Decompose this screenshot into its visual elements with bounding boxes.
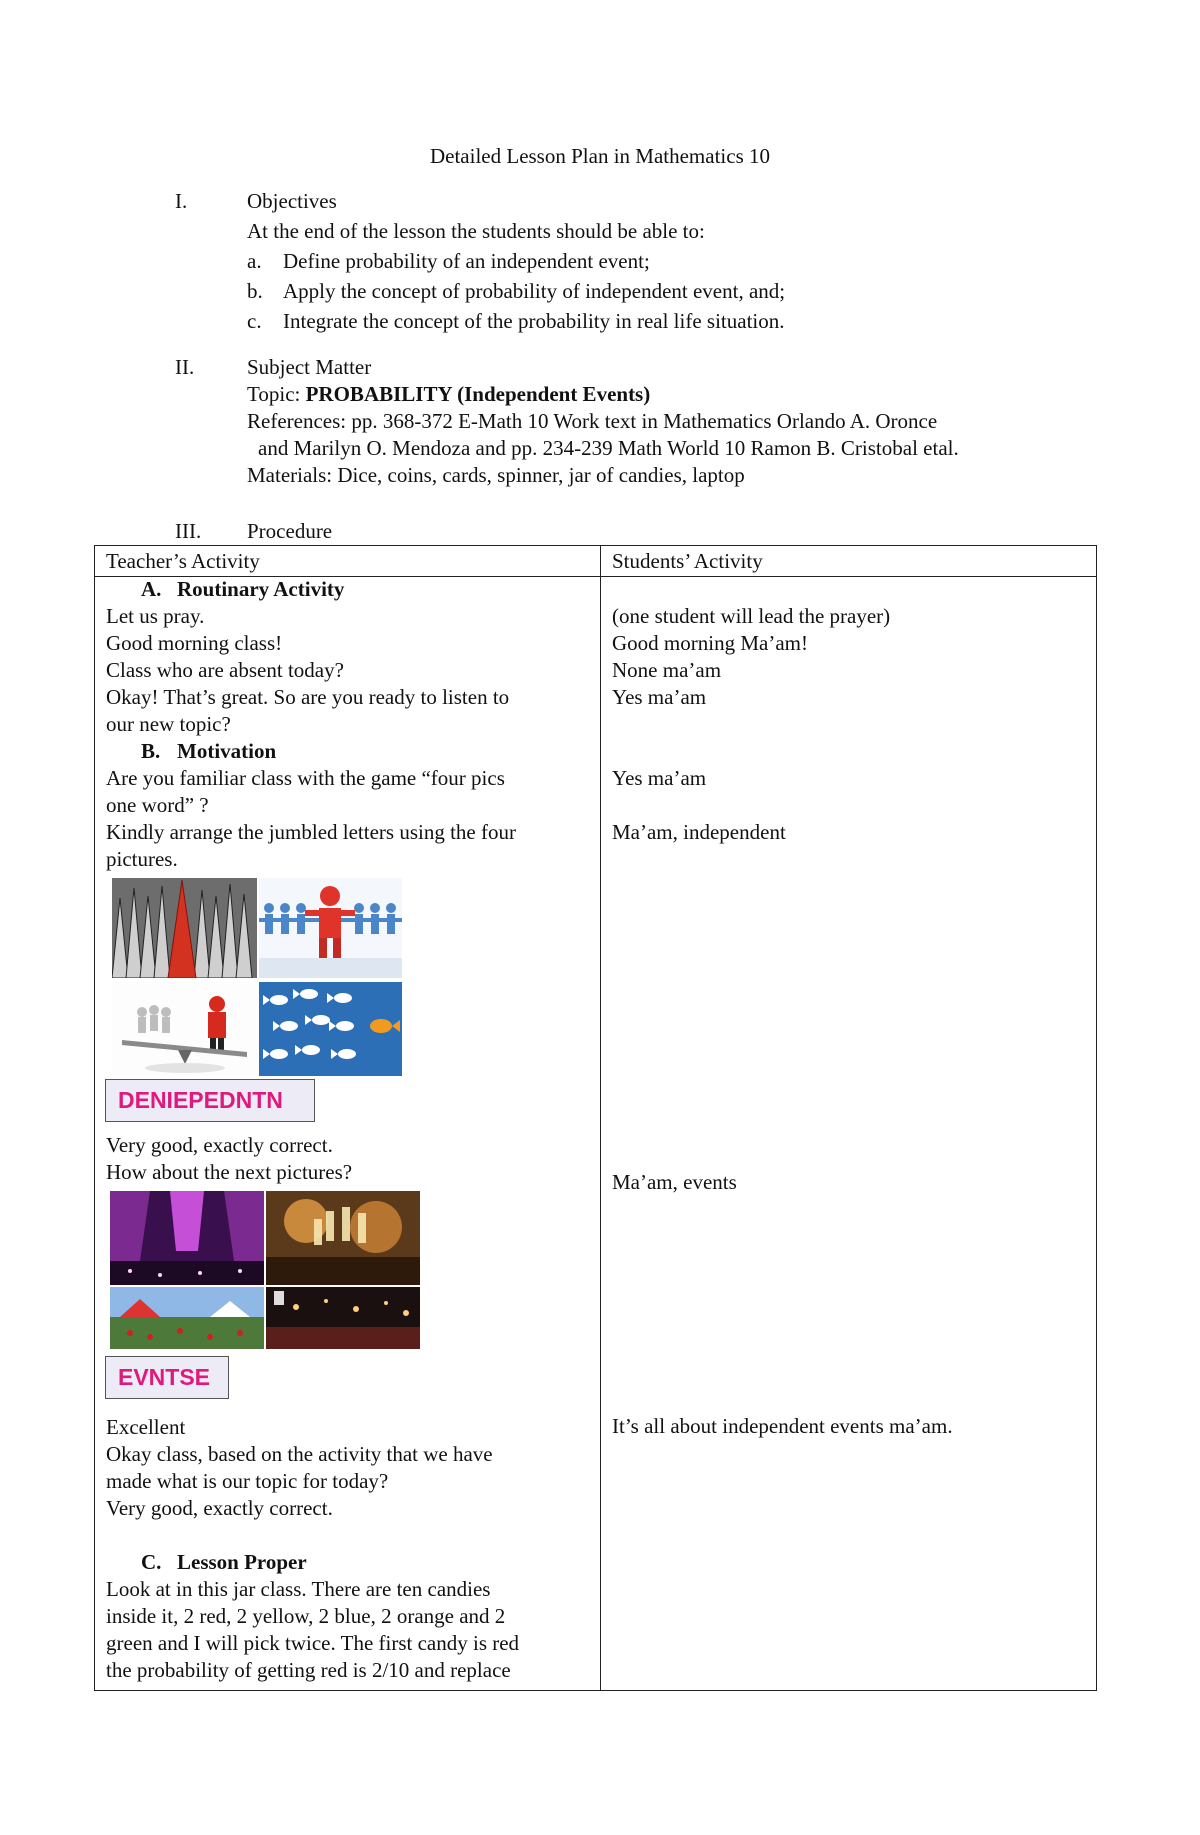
materials-line: Materials: Dice, coins, cards, spinner, jar of candies, laptop bbox=[247, 463, 745, 487]
motivation-heading bbox=[106, 738, 591, 765]
teacher-line: made what is our topic for today? bbox=[106, 1469, 389, 1493]
teacher-column-block-1 bbox=[106, 576, 591, 873]
red-figure-crowd-image bbox=[259, 878, 402, 978]
subhead-label: Routinary Activity bbox=[177, 577, 345, 601]
teacher-line: Okay class, based on the activity that we have bbox=[106, 1442, 493, 1466]
teacher-line: the probability of getting red is 2/10 and replace bbox=[106, 1658, 511, 1682]
teacher-line: one word” ? bbox=[106, 793, 209, 817]
subject-heading: Subject Matter bbox=[247, 355, 372, 379]
night-crowd-image bbox=[266, 1287, 420, 1349]
objectives-intro: At the end of the lesson the students should be able to: bbox=[247, 219, 705, 243]
student-line-independent: Ma’am, independent bbox=[612, 820, 786, 844]
objective-text: Define probability of an independent event; bbox=[283, 249, 650, 273]
references-line-1: References: pp. 368-372 E-Math 10 Work text in Mathematics Orlando A. Oronce bbox=[247, 409, 938, 433]
teacher-line: inside it, 2 red, 2 yellow, 2 blue, 2 orange and 2 bbox=[106, 1604, 506, 1628]
topic-value: PROBABILITY (Independent Events) bbox=[305, 382, 651, 406]
subhead-letter: C. bbox=[141, 1550, 162, 1574]
concert-hall-image bbox=[110, 1191, 264, 1285]
lesson-proper-heading bbox=[106, 1549, 591, 1576]
student-line: Good morning Ma’am! bbox=[612, 631, 808, 655]
column-divider bbox=[600, 546, 601, 1690]
toast-party-image bbox=[266, 1191, 420, 1285]
objective-item bbox=[247, 278, 1107, 305]
section-number-subject: II. bbox=[175, 355, 195, 379]
student-line-about: It’s all about independent events ma’am. bbox=[612, 1414, 953, 1438]
student-line: (one student will lead the prayer) bbox=[612, 604, 891, 628]
student-line: Yes ma’am bbox=[612, 685, 707, 709]
student-line-yes-2: Yes ma’am bbox=[612, 766, 707, 790]
student-line: None ma’am bbox=[612, 658, 722, 682]
objective-item bbox=[247, 248, 1107, 275]
teacher-line: Are you familiar class with the game “four pics bbox=[106, 766, 505, 790]
pencils-image bbox=[112, 878, 257, 978]
teacher-activity-header: Teacher’s Activity bbox=[106, 549, 260, 573]
teacher-line: How about the next pictures? bbox=[106, 1160, 353, 1184]
topic-label: Topic: bbox=[247, 382, 306, 406]
teacher-line: pictures. bbox=[106, 847, 178, 871]
student-column-block-1 bbox=[612, 603, 1087, 711]
objectives-heading: Objectives bbox=[247, 189, 337, 213]
objective-letter: b. bbox=[247, 279, 263, 303]
teacher-line: Class who are absent today? bbox=[106, 658, 344, 682]
teacher-line: green and I will pick twice. The first candy is red bbox=[106, 1631, 520, 1655]
student-activity-header: Students’ Activity bbox=[612, 549, 763, 573]
subject-matter-section bbox=[247, 354, 1107, 489]
subhead-label: Motivation bbox=[177, 739, 277, 763]
objective-letter: a. bbox=[247, 249, 262, 273]
procedure-heading: Procedure bbox=[247, 519, 333, 543]
teacher-line: Very good, exactly correct. bbox=[106, 1496, 333, 1520]
subhead-letter: A. bbox=[141, 577, 162, 601]
objective-item bbox=[247, 308, 1107, 335]
objective-text: Apply the concept of probability of independent event, and; bbox=[283, 279, 786, 303]
objective-text: Integrate the concept of the probability in real life situation. bbox=[283, 309, 785, 333]
teacher-line: Let us pray. bbox=[106, 604, 205, 628]
teacher-line: Excellent bbox=[106, 1415, 186, 1439]
teacher-column-block-3 bbox=[106, 1414, 591, 1684]
objective-letter: c. bbox=[247, 309, 262, 333]
objectives-section bbox=[247, 188, 1107, 335]
teacher-line: our new topic? bbox=[106, 712, 231, 736]
teacher-line: Kindly arrange the jumbled letters using the four bbox=[106, 820, 516, 844]
jumbled-word-2: EVNTSE bbox=[105, 1356, 229, 1399]
outdoor-festival-image bbox=[110, 1287, 264, 1349]
section-number-procedure: III. bbox=[175, 519, 202, 543]
subhead-letter: B. bbox=[141, 739, 161, 763]
balance-scale-image bbox=[112, 982, 257, 1076]
teacher-line: Very good, exactly correct. bbox=[106, 1133, 333, 1157]
teacher-line: Look at in this jar class. There are ten candies bbox=[106, 1577, 491, 1601]
student-line-events: Ma’am, events bbox=[612, 1170, 737, 1194]
teacher-line: Okay! That’s great. So are you ready to listen to bbox=[106, 685, 510, 709]
routinary-activity-heading bbox=[106, 576, 591, 603]
references-line-2: and Marilyn O. Mendoza and pp. 234-239 Math World 10 Ramon B. Cristobal etal. bbox=[258, 436, 959, 460]
teacher-line: Good morning class! bbox=[106, 631, 283, 655]
jumbled-word-1: DENIEPEDNTN bbox=[105, 1079, 315, 1122]
fish-school-image bbox=[259, 982, 402, 1076]
blank-line bbox=[106, 1522, 591, 1549]
topic-line bbox=[247, 381, 1107, 408]
teacher-column-block-2 bbox=[106, 1132, 591, 1186]
subhead-label: Lesson Proper bbox=[177, 1550, 307, 1574]
document-title: Detailed Lesson Plan in Mathematics 10 bbox=[429, 144, 770, 168]
procedure-table bbox=[94, 545, 1097, 1691]
section-number-objectives: I. bbox=[175, 189, 188, 213]
